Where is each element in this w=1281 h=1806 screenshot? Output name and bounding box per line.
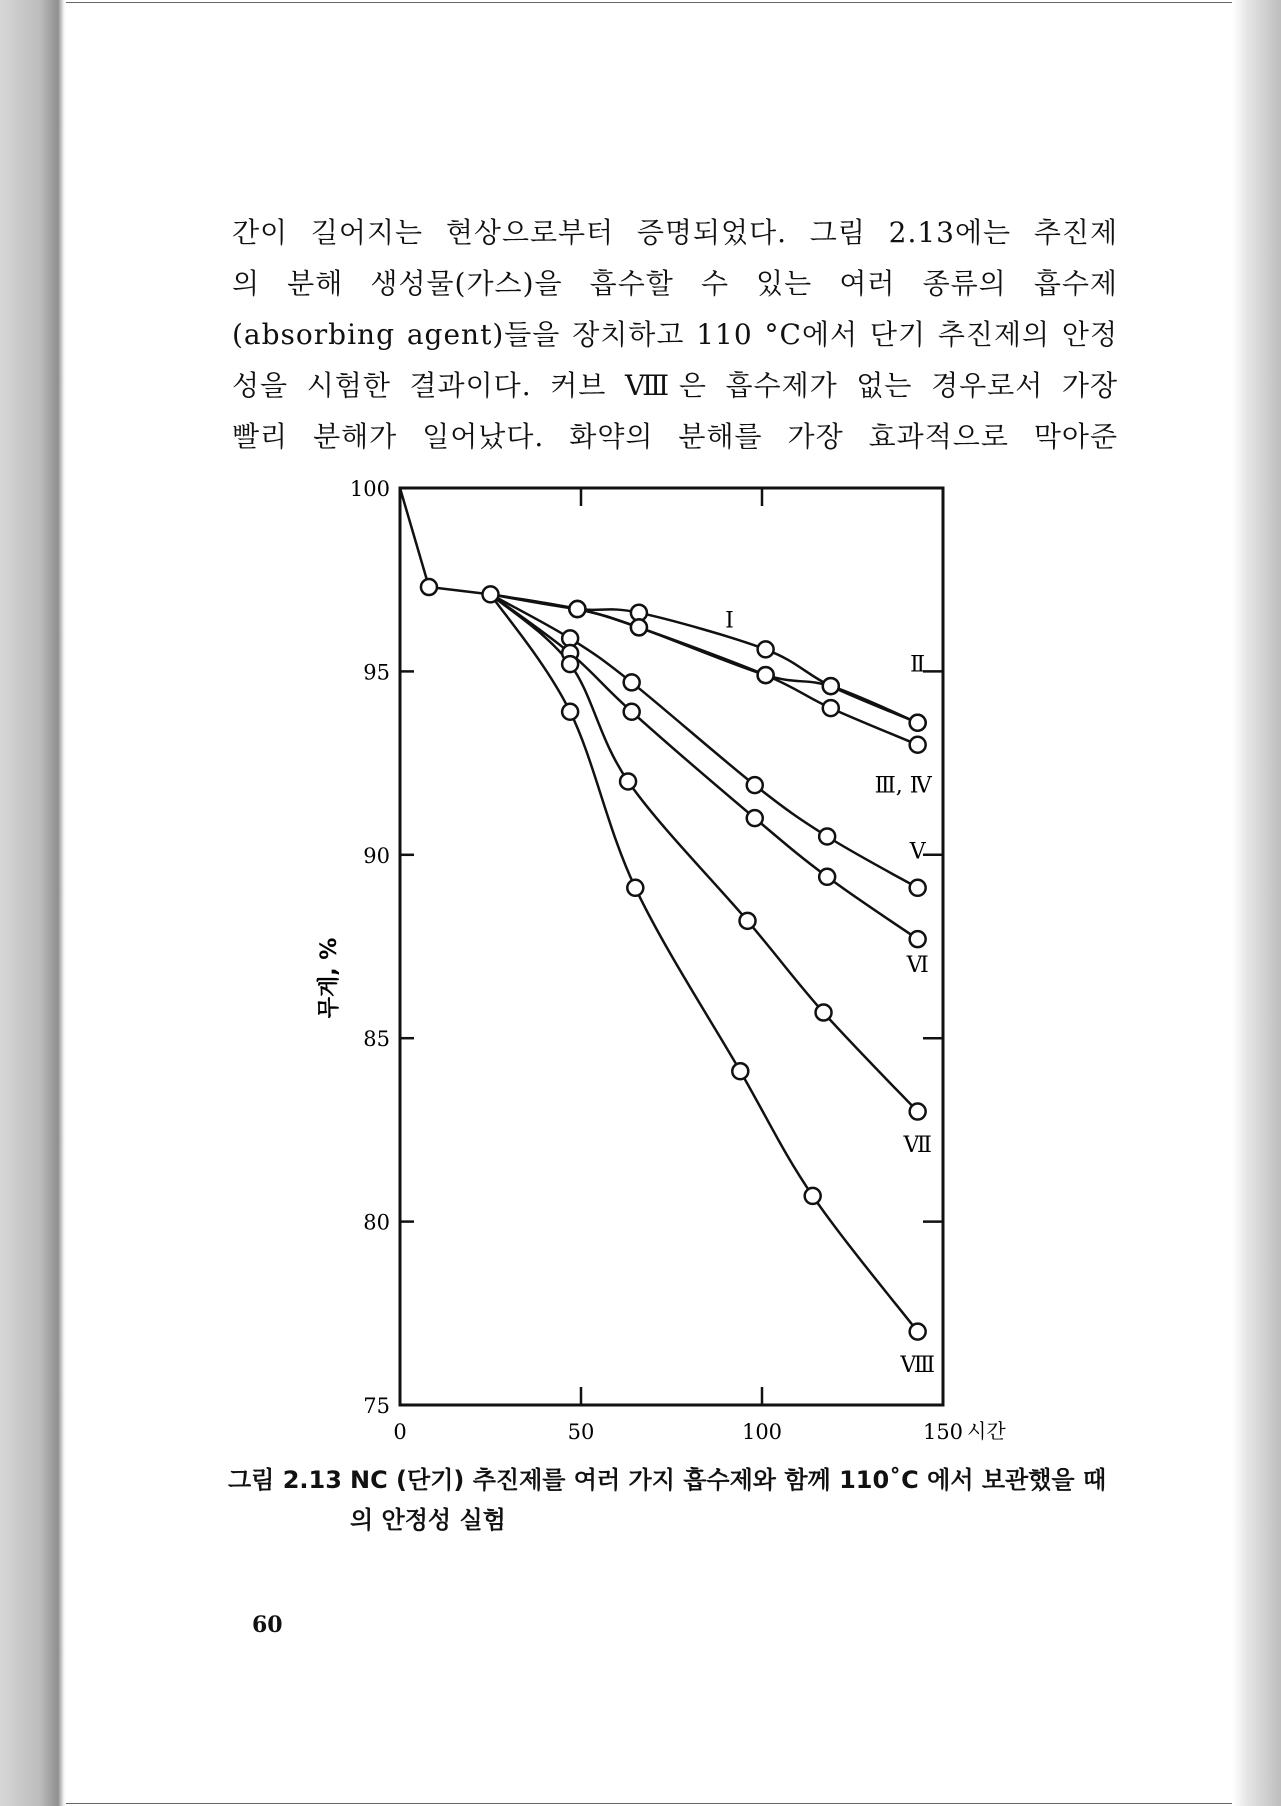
plot-frame	[400, 488, 943, 1405]
data-point-vii	[620, 773, 636, 789]
y-tick-label: 90	[363, 843, 390, 868]
text-line-2: 의 분해 생성물(가스)을 흡수할 수 있는 여러 종류의 흡수제	[232, 267, 1118, 300]
curve-shared-start	[400, 488, 491, 594]
caption-label: 그림 2.13	[228, 1466, 342, 1494]
data-point-ii	[823, 678, 839, 694]
curve-ii	[491, 594, 918, 722]
x-tick-label: 100	[741, 1420, 783, 1444]
y-tick-label: 85	[363, 1027, 390, 1052]
data-point-v	[624, 674, 640, 690]
curve-i	[491, 594, 918, 722]
y-tick-label: 80	[363, 1210, 390, 1235]
y-tick-label: 95	[363, 660, 390, 685]
curve-label-vii: Ⅶ	[903, 1132, 932, 1158]
data-point-viii	[732, 1063, 748, 1079]
curve-label-i: Ⅰ	[725, 608, 734, 634]
curve-label-vi: Ⅵ	[906, 953, 929, 979]
data-point-iii-iv	[758, 667, 774, 683]
curve-label-v: Ⅴ	[909, 839, 926, 865]
data-point-vi	[819, 869, 835, 885]
figure-2-13	[290, 470, 1050, 1450]
data-point-vii	[816, 1005, 832, 1021]
data-point-vi	[747, 810, 763, 826]
x-axis-label: 시간	[967, 1419, 1006, 1443]
data-point-iii-iv	[569, 601, 585, 617]
data-point-vii	[910, 1104, 926, 1120]
text-line-4: 성을 시험한 결과이다. 커브 Ⅷ은 흡수제가 없는 경우로서 가장	[232, 369, 1118, 402]
data-point-vii	[562, 656, 578, 672]
y-tick-label: 100	[349, 477, 390, 501]
y-axis-label: 무게, %	[317, 937, 342, 1019]
curve-iii-iv	[491, 594, 918, 744]
book-spine-edge	[0, 0, 66, 1806]
y-tick-label: 75	[363, 1394, 390, 1418]
book-page-edge	[1233, 0, 1281, 1806]
curve-label-ii: Ⅱ	[910, 652, 926, 678]
page-number: 60	[252, 1612, 283, 1638]
x-tick-label: 50	[567, 1420, 595, 1444]
curve-viii	[491, 594, 918, 1331]
data-point-v	[747, 777, 763, 793]
curve-label-iii-iv: Ⅲ, Ⅳ	[874, 773, 932, 799]
caption-text: NC (단기) 추진제를 여러 가지 흡수제와 함께 110˚C 에서 보관했을 때의 안정성 실험	[350, 1466, 1107, 1534]
data-point-ii	[910, 715, 926, 731]
data-point-vi	[624, 704, 640, 720]
data-point-iii-iv	[910, 737, 926, 753]
text-line-1: 간이 길어지는 현상으로부터 증명되었다. 그림 2.13에는 추진제	[232, 216, 1118, 249]
x-tick-label: 150	[922, 1420, 964, 1444]
text-line-5: 빨리 분해가 일어났다. 화약의 분해를 가장 효과적으로 막아준	[232, 420, 1118, 453]
stability-chart	[290, 470, 1050, 1450]
body-paragraph	[232, 207, 1118, 462]
data-point-iii-iv	[823, 700, 839, 716]
data-point-v	[819, 828, 835, 844]
data-point-shared	[421, 579, 437, 595]
data-point-viii	[627, 880, 643, 896]
data-point-i	[758, 641, 774, 657]
data-point-vi	[910, 931, 926, 947]
x-tick-label: 0	[393, 1420, 407, 1444]
data-point-vii	[740, 913, 756, 929]
text-line-3: (absorbing agent)들을 장치하고 110 °C에서 단기 추진제의 안정	[232, 318, 1118, 351]
data-point-viii	[910, 1324, 926, 1340]
curve-v	[491, 594, 918, 887]
curve-label-viii: Ⅷ	[900, 1352, 935, 1378]
data-point-viii	[805, 1188, 821, 1204]
data-point-iii-iv	[631, 619, 647, 635]
data-point-v	[910, 880, 926, 896]
data-point-viii	[562, 704, 578, 720]
data-point-shared	[483, 586, 499, 602]
